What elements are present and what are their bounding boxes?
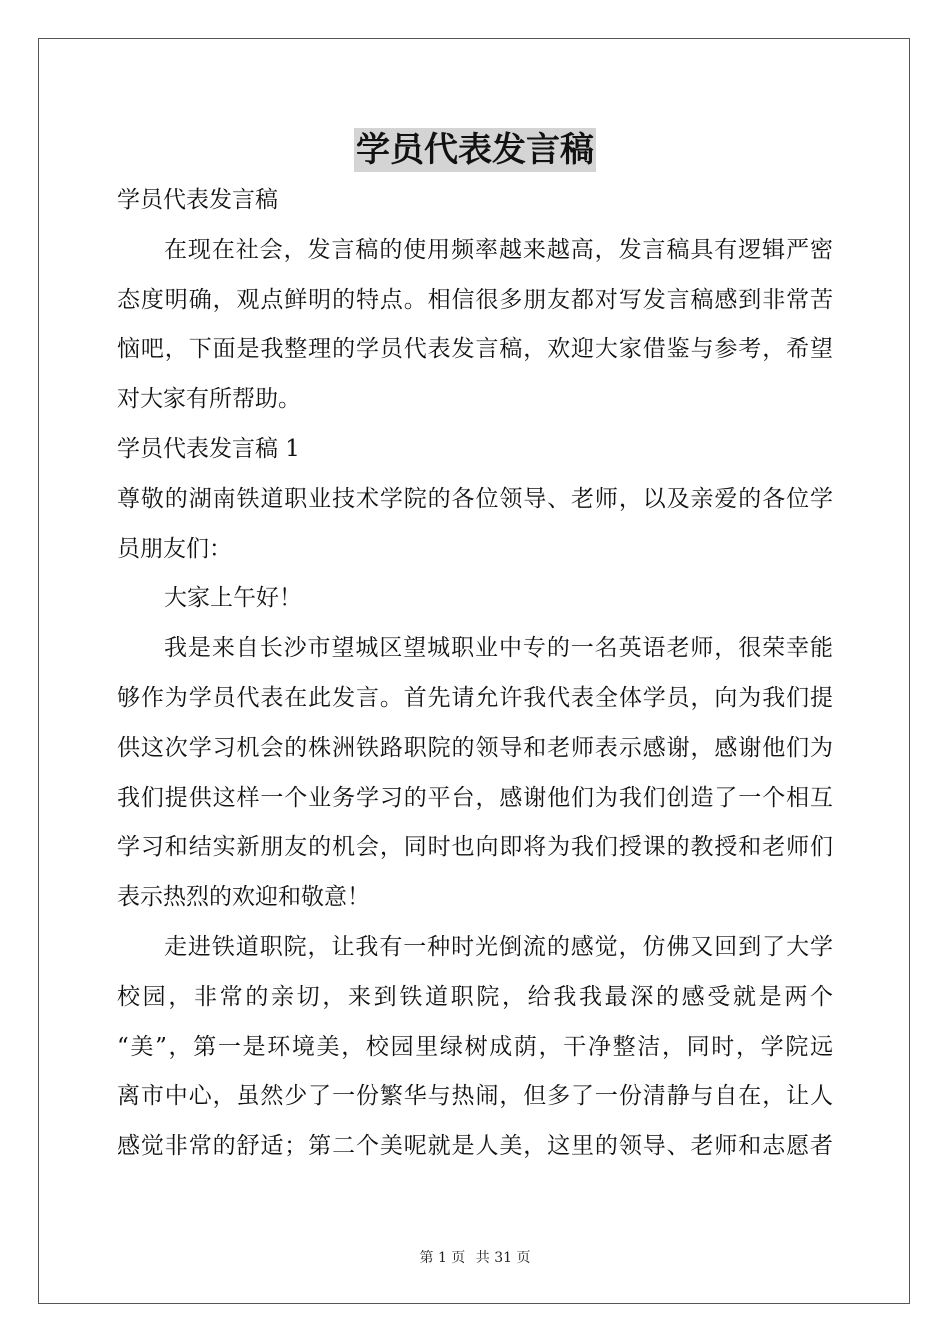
text-line: 感觉非常的舒适；第二个美呢就是人美，这里的领导、老师和志愿者 bbox=[117, 1133, 833, 1160]
text-line: 员朋友们： bbox=[117, 535, 232, 562]
text-line: 大家上午好！ bbox=[164, 585, 302, 612]
page-number: 第 1 页 bbox=[419, 1250, 466, 1266]
text-line: 恼吧，下面是我整理的学员代表发言稿，欢迎大家借鉴与参考，希望 bbox=[117, 336, 833, 363]
text-line: 学员代表发言稿 bbox=[117, 187, 278, 213]
text-line: 够作为学员代表在此发言。首先请允许我代表全体学员，向为我们提 bbox=[117, 684, 833, 711]
document-body bbox=[117, 176, 833, 1172]
text-line: 在现在社会，发言稿的使用频率越来越高，发言稿具有逻辑严密 bbox=[164, 236, 833, 263]
text-line: 表示热烈的欢迎和敬意！ bbox=[117, 884, 370, 911]
text-line: “美”，第一是环境美，校园里绿树成荫，干净整洁，同时，学院远 bbox=[117, 1033, 833, 1060]
page-total: 共 31 页 bbox=[475, 1250, 531, 1266]
text-line: 尊敬的湖南铁道职业技术学院的各位领导、老师，以及亲爱的各位学 bbox=[117, 485, 833, 512]
text-line: 对大家有所帮助。 bbox=[117, 386, 301, 413]
text-line: 校园，非常的亲切，来到铁道职院，给我我最深的感受就是两个 bbox=[117, 983, 833, 1010]
text-line: 我是来自长沙市望城区望城职业中专的一名英语老师，很荣幸能 bbox=[164, 635, 833, 662]
text-line: 走进铁道职院，让我有一种时光倒流的感觉，仿佛又回到了大学 bbox=[164, 933, 833, 960]
page-footer bbox=[0, 1247, 950, 1267]
document-title: 学员代表发言稿 bbox=[356, 130, 594, 170]
text-line: 离市中心，虽然少了一份繁华与热闹，但多了一份清静与自在，让人 bbox=[117, 1083, 833, 1110]
text-line: 态度明确，观点鲜明的特点。相信很多朋友都对写发言稿感到非常苦 bbox=[117, 286, 833, 313]
text-line: 供这次学习机会的株洲铁路职院的领导和老师表示感谢，感谢他们为 bbox=[117, 734, 833, 761]
text-line: 学习和结实新朋友的机会，同时也向即将为我们授课的教授和老师们 bbox=[117, 834, 833, 861]
title-wrap bbox=[0, 128, 950, 172]
text-line: 学员代表发言稿 1 bbox=[117, 435, 300, 462]
text-line: 我们提供这样一个业务学习的平台，感谢他们为我们创造了一个相互 bbox=[117, 784, 833, 811]
